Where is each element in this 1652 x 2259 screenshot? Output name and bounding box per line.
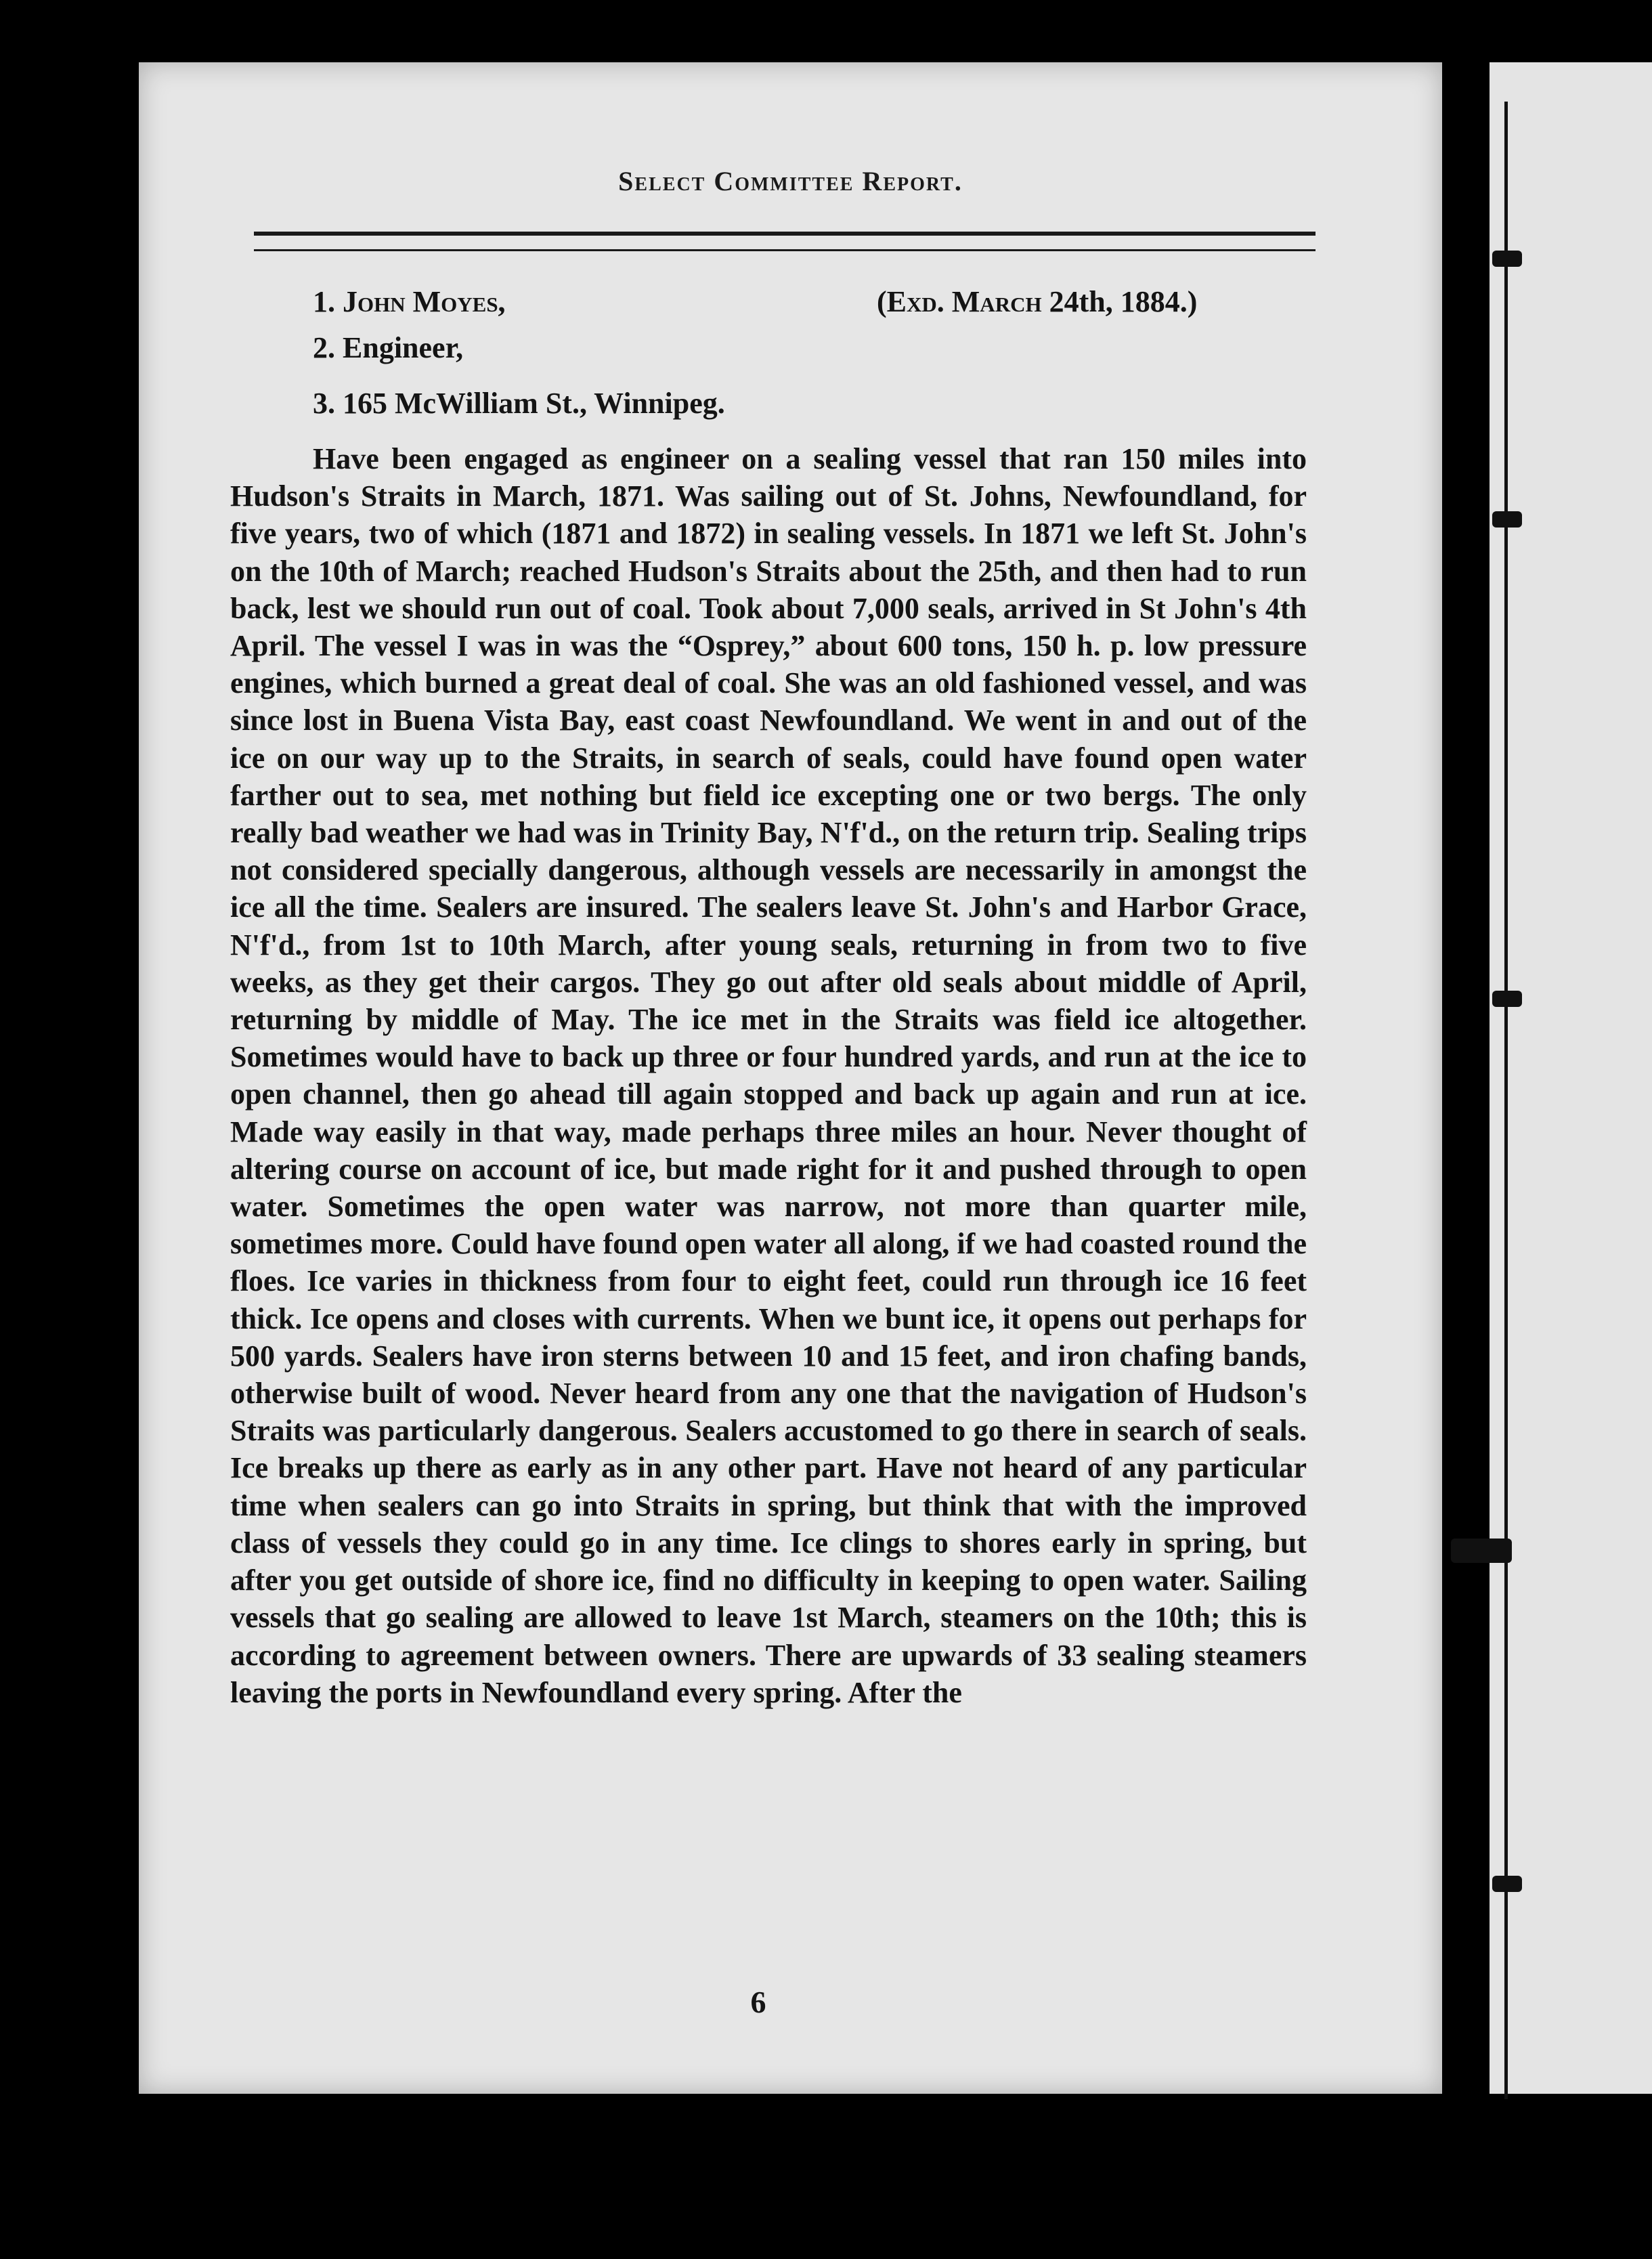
examination-date xyxy=(877,284,1197,319)
item-number: 1. xyxy=(313,285,335,318)
binding-stitch xyxy=(1451,1539,1512,1563)
witness-item-3 xyxy=(313,386,725,421)
witness-name: John Moyes, xyxy=(343,285,506,318)
header-rule-thick xyxy=(254,232,1316,236)
header-rule-thin xyxy=(254,249,1316,251)
exd-prefix: (Exd. March xyxy=(877,285,1042,318)
witness-item-1 xyxy=(313,284,506,319)
witness-address: 165 McWilliam St., Winnipeg. xyxy=(343,387,725,420)
running-head: Select Committee Report. xyxy=(618,166,963,196)
page-number: 6 xyxy=(750,1985,766,2019)
witness-item-2 xyxy=(313,330,463,365)
witness-occupation: Engineer, xyxy=(343,331,464,364)
testimony-paragraph: Have been engaged as engineer on a sealing vessel that ran 150 miles into Hudson's Straits in March, 1871. Was sailing out of St. Johns, Newfoundland, for five years, two of which (1871 and 1872) in sealing vessels. In 1871 we left St. John's on the 10th of March; reached Hudson's Straits about the 25th, and then had to run back, lest we should run out of coal. Took about 7,000 seals, arrived in St John's 4th April. The vessel I was in was the “Osprey,” about 600 tons, 150 h. p. low pressure engines, which burned a great deal of coal. She was an old fashioned vessel, and was since lost in Buena Vista Bay, east coast Newfoundland. We went in and out of the ice on our way up to the Straits, in search of seals, could have found open water farther out to sea, met nothing but field ice excepting one or two bergs. The only really bad weather we had was in Trinity Bay, N'f'd., on the return trip. Sealing trips not considered specially dangerous, although vessels are necessarily in amongst the ice all the time. Sealers are insured. The sealers leave St. John's and Harbor Grace, N'f'd., from 1st to 10th March, after young seals, returning in from two to five weeks, as they get their cargos. They go out after old seals about middle of April, returning by middle of May. The ice met in the Straits was field ice altogether. Sometimes would have to back up three or four hundred yards, and run at the ice to open channel, then go ahead till again stopped and back up again and run at ice. Made way easily in that way, made perhaps three miles an hour. Never thought of altering course on account of ice, but made right for it and pushed through to open water. Sometimes the open water was narrow, not more than quarter mile, sometimes more. Could have found open water all along, if we had coasted round the floes. Ice varies in thickness from four to eight feet, could run through ice 16 feet thick. Ice opens and closes with currents. When we bunt ice, it opens out perhaps for 500 yards. Sealers have iron sterns between 10 and 15 feet, and iron chafing bands, otherwise built of wood. Never heard from any one that the navigation of Hudson's Straits was particularly dangerous. Sealers accustomed to go there in search of seals. Ice breaks up there as early as in any other part. Have not heard of any particular time when sealers can go into Straits in spring, but think that with the improved class of vessels they could go in any time. Ice clings to shores early in spring, but after you get outside of shore ice, find no difficulty in keeping to open water. Sailing vessels that go sealing are allowed to leave 1st March, steamers on the 10th; this is according to agreement between owners. There are upwards of 33 sealing steamers leaving the ports in Newfoundland every spring. After the xyxy=(230,442,1307,1709)
binding-stitch xyxy=(1492,251,1522,267)
binding-spine xyxy=(1504,102,1508,2099)
binding-stitch xyxy=(1492,1876,1522,1892)
adjacent-page-edge xyxy=(1490,62,1652,2094)
binding-stitch xyxy=(1492,511,1522,528)
exd-date: 24th, 1884.) xyxy=(1049,285,1198,318)
item-number: 3. xyxy=(313,387,335,420)
item-number: 2. xyxy=(313,331,335,364)
binding-stitch xyxy=(1492,991,1522,1007)
